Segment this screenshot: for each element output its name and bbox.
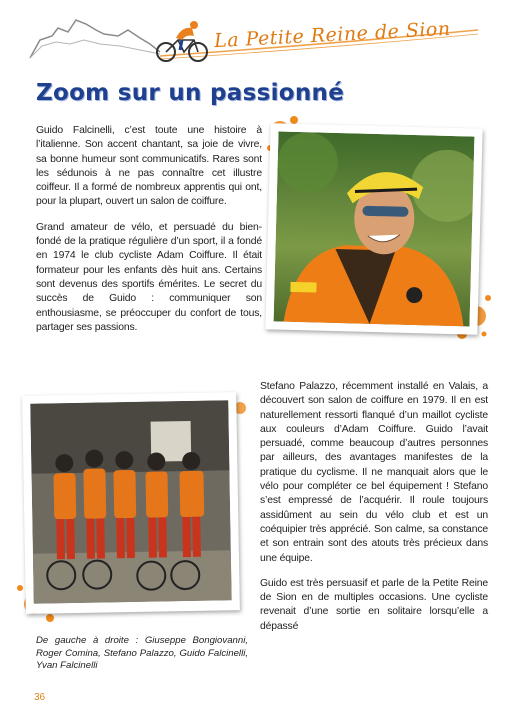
page-header bbox=[0, 0, 506, 72]
cyclists-group-image bbox=[30, 400, 231, 603]
paragraph: Guido est très persuasif et parle de la Petite Reine de Sion en de multiples occasions. Une cycliste revenait d’une sortie en solitaire lorsqu’elle a dépassé bbox=[260, 577, 488, 632]
cyclist-portrait-image bbox=[274, 131, 475, 326]
paragraph: Stefano Palazzo, récemment installé en Valais, a découvert son salon de coiffure en 1979. Il en est naturellement ressorti flanqué d’un maillot cycliste aux couleurs d’Adam Coiffure. Guido l’avait persuadé, comme beaucoup d’autres personnes par ailleurs, des avantages manifestes de la pratique du cyclisme. Il ne manquait alors que le vélo pour compléter ce bel équipement ! Stefano s’est empressé de l’acquérir. Il roule toujours assidûment au sein du vélo club et est un coéquipier très apprécié. Son calme, sa constance et son entrain sont des atouts très précieux dans une équipe. bbox=[260, 381, 488, 564]
cyclist-icon bbox=[154, 18, 210, 64]
right-column bbox=[260, 380, 488, 645]
page-title: Zoom sur un passionné bbox=[36, 80, 345, 106]
header-title: La Petite Reine de Sion bbox=[213, 17, 452, 53]
photo-cyclist-portrait bbox=[265, 123, 482, 334]
paragraph: Grand amateur de vélo, et persuadé du bien-fondé de la pratique régulière d’un sport, il a fondé en 1974 le club cycliste Adam Coiffure. Il était formateur pour les enfants dès huit ans. Certains sont devenus des sportifs émérites. Le secret du succès de Guido : communiquer son enthousiasme, se préoccuper du confort de tous, partager ses passions. bbox=[36, 221, 262, 333]
photo-cyclists-group bbox=[22, 392, 240, 614]
photo-caption: De gauche à droite : Giuseppe Bongiovanni, Roger Comina, Stefano Palazzo, Guido Falcinelli, Yvan Falcinelli bbox=[36, 635, 248, 671]
left-column bbox=[36, 124, 262, 346]
page-number: 36 bbox=[34, 692, 46, 703]
paragraph: Guido Falcinelli, c’est toute une histoire à l’italienne. Son accent chantant, sa joie de vivre, sa bonne humeur sont communicatifs. Rares sont les sédunois à ne pas connaître cet illustre coiffeur. Il a formé de nombreux apprentis qui ont, pour la plupart, ouvert un salon de coiffure. bbox=[36, 125, 262, 208]
